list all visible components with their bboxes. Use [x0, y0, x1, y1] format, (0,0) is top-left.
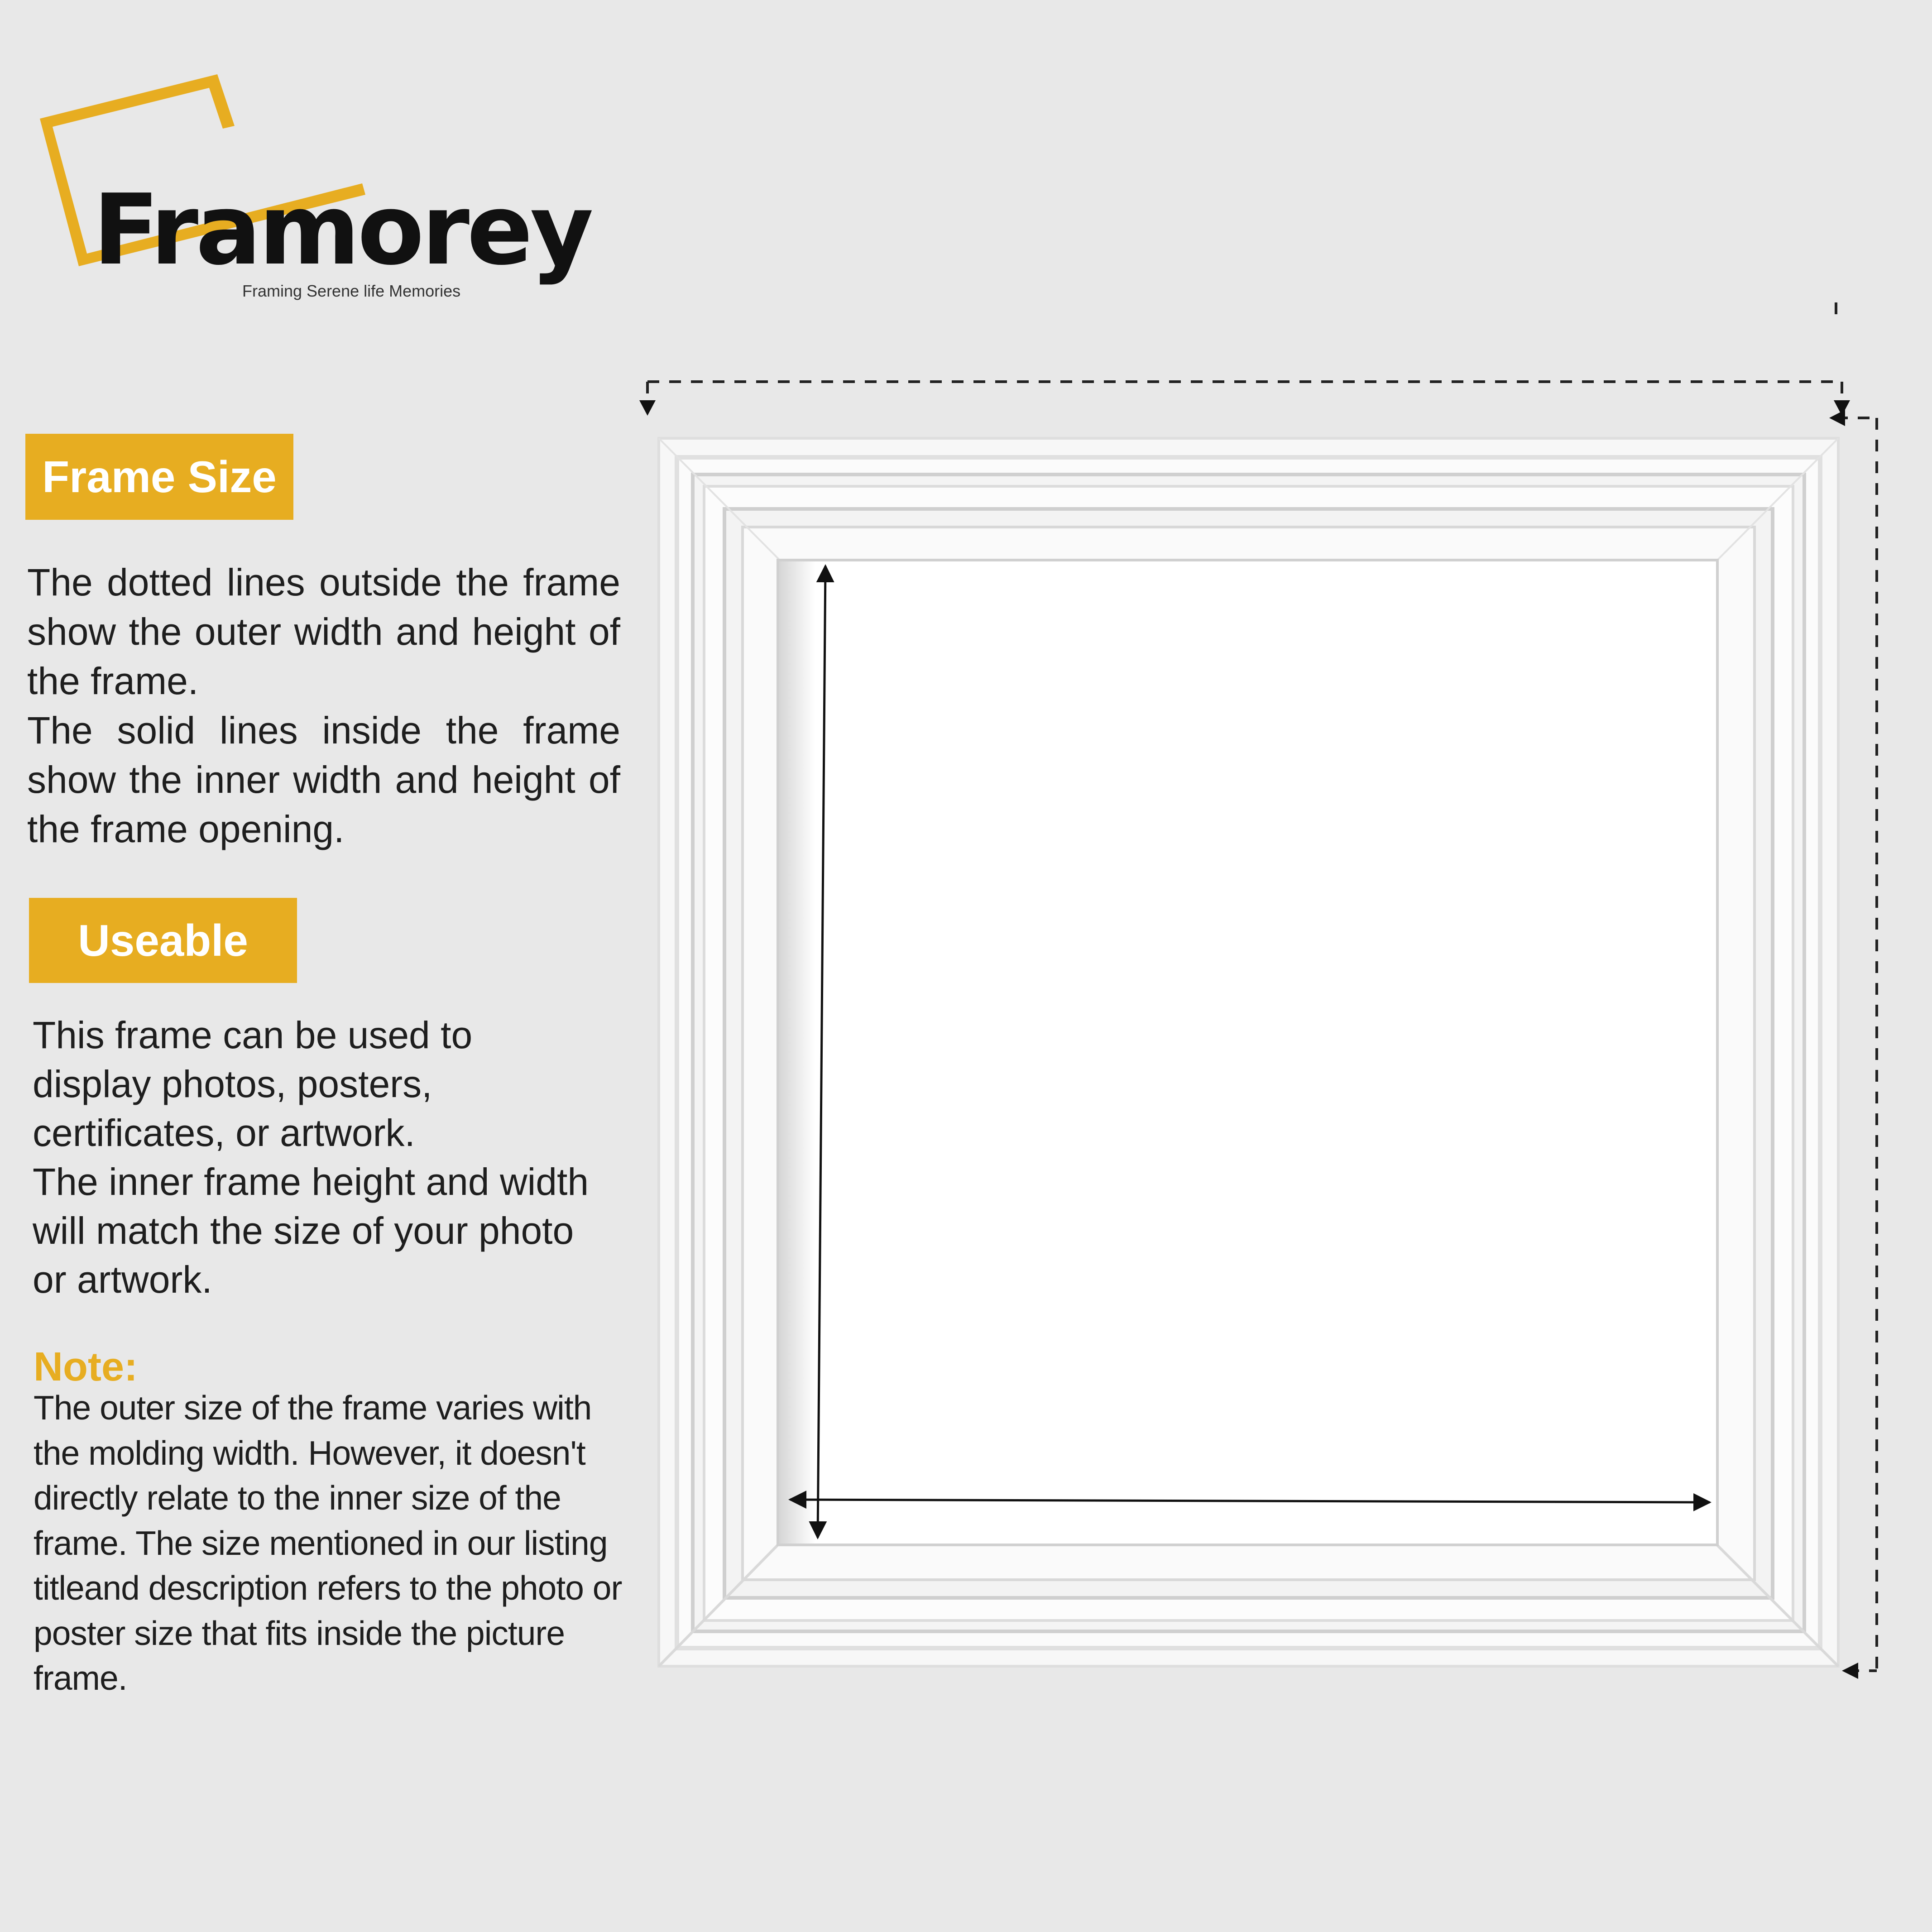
note-text: The outer size of the frame varies with the molding width. However, it doesn't directly relate to the inner size of the frame. The size mentioned in our listing titleand description refers to the photo or poster size that fits inside the picture frame.: [34, 1389, 622, 1697]
useable-line-2: The inner frame height and width will match the size of your photo or artwork.: [33, 1160, 589, 1301]
picture-frame: [659, 438, 1838, 1666]
frame-size-line-2: The solid lines inside the frame show the inner width and height of the frame opening.: [27, 709, 620, 850]
frame-size-badge: Frame Size: [25, 434, 293, 520]
note-title: Note:: [34, 1344, 138, 1390]
brand-tagline: Framing Serene life Memories: [242, 282, 461, 300]
brand-name: Framorey: [93, 173, 591, 287]
frame-size-line-1: The dotted lines outside the frame show the outer width and height of the frame.: [27, 561, 620, 702]
useable-line-1: This frame can be used to display photos, posters, certificates, or artwork.: [33, 1014, 473, 1154]
useable-badge: Useable: [29, 898, 297, 983]
frame-opening: [778, 560, 1717, 1545]
